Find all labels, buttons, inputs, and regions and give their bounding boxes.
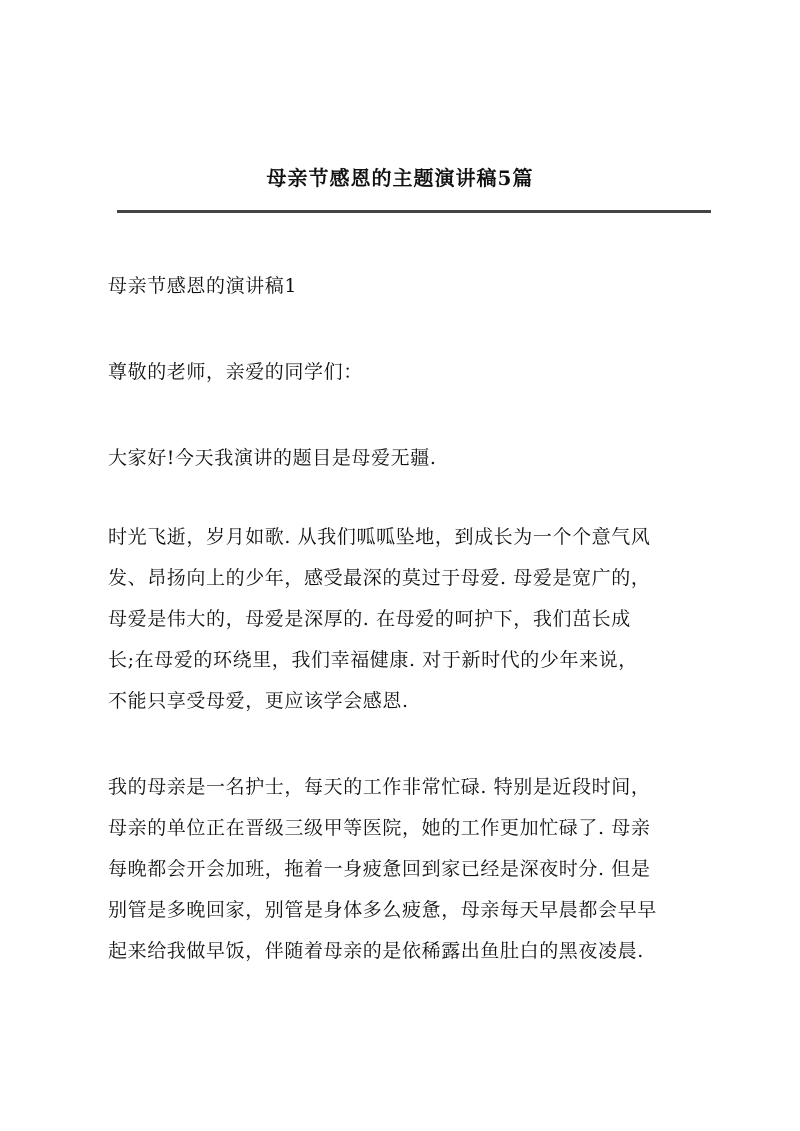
- paragraph-line: 母亲的单位正在晋级三级甲等医院，她的工作更加忙碌了. 母亲: [108, 817, 651, 839]
- paragraph-line: 起来给我做早饭，伴随着母亲的是依稀露出鱼肚白的黑夜凌晨.: [108, 940, 644, 962]
- paragraph-line: 每晚都会开会加班，拖着一身疲惫回到家已经是深夜时分. 但是: [108, 858, 651, 880]
- paragraph-line: 发、昂扬向上的少年，感受最深的莫过于母爱. 母爱是宽广的，: [108, 567, 651, 589]
- document-title: 母亲节感恩的主题演讲稿5篇: [266, 166, 534, 190]
- salutation: 尊敬的老师，亲爱的同学们：: [108, 361, 363, 383]
- greeting: 大家好!今天我演讲的题目是母爱无疆.: [108, 447, 437, 469]
- paragraph-line: 不能只享受母爱，更应该学会感恩.: [108, 690, 409, 712]
- paragraph-line: 时光飞逝，岁月如歌. 从我们呱呱坠地，到成长为一个个意气风: [108, 526, 651, 548]
- section-heading: 母亲节感恩的演讲稿1: [108, 275, 298, 297]
- body-paragraph-2: [108, 767, 713, 972]
- paragraph-line: 长;在母爱的环绕里，我们幸福健康. 对于新时代的少年来说，: [108, 649, 638, 671]
- paragraph-line: 我的母亲是一名护士，每天的工作非常忙碌. 特别是近段时间，: [108, 776, 651, 798]
- paragraph-line: 母爱是伟大的，母爱是深厚的. 在母爱的呵护下，我们茁长成: [108, 608, 631, 630]
- title-divider: [117, 210, 711, 213]
- paragraph-line: 别管是多晚回家，别管是身体多么疲惫，母亲每天早晨都会早早: [108, 899, 657, 921]
- body-paragraph-1: [108, 517, 713, 722]
